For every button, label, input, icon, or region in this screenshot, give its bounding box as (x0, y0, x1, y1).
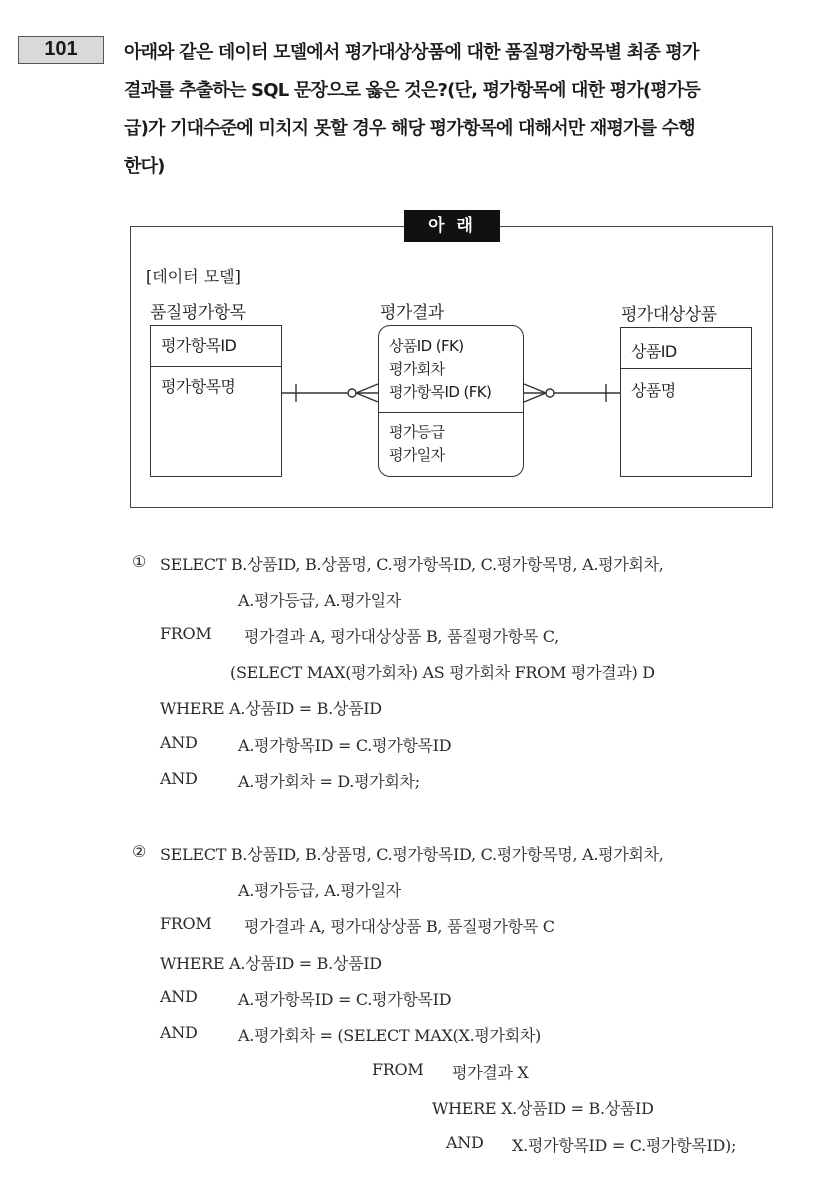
sql-line: A.평가등급, A.평가일자 (238, 591, 401, 610)
sql-line: 평가결과 X (452, 1063, 529, 1082)
sql-line: A.평가항목ID = C.평가항목ID (238, 990, 452, 1009)
sql-line: WHERE A.상품ID = B.상품ID (160, 954, 382, 973)
sql-keyword: FROM (372, 1060, 424, 1079)
crowfoot-icon (356, 393, 378, 402)
sql-line: WHERE X.상품ID = B.상품ID (432, 1099, 654, 1118)
crowfoot-icon (356, 384, 378, 393)
entity-key-attr: 상품ID (631, 342, 677, 361)
entity-key-attr: 상품ID (FK) (389, 337, 464, 355)
sql-line: A.평가회차 = D.평가회차; (238, 772, 420, 791)
option-marker: ② (132, 842, 147, 861)
sql-line: (SELECT MAX(평가회차) AS 평가회차 FROM 평가결과) D (230, 663, 655, 682)
sql-keyword: FROM (160, 914, 212, 933)
sql-line: SELECT B.상품ID, B.상품명, C.평가항목ID, C.평가항목명, A.평가회차, (160, 555, 664, 574)
entity-key-attr: 평가항목ID (161, 336, 237, 355)
box-title: 아 래 (404, 210, 500, 242)
sql-line: SELECT B.상품ID, B.상품명, C.평가항목ID, C.평가항목명, A.평가회차, (160, 845, 664, 864)
entity-name-target-product: 평가대상상품 (621, 305, 717, 325)
sql-line: WHERE A.상품ID = B.상품ID (160, 699, 382, 718)
entity-key-attr: 평가항목ID (FK) (389, 383, 492, 401)
sql-keyword: AND (160, 769, 198, 788)
entity-attr: 평가등급 (389, 423, 445, 441)
crowfoot-icon (524, 393, 546, 402)
entity-attr: 평가일자 (389, 446, 445, 464)
sql-line: 평가결과 A, 평가대상상품 B, 품질평가항목 C (244, 917, 555, 936)
optional-circle-icon (348, 389, 356, 397)
sql-line: X.평가항목ID = C.평가항목ID); (512, 1136, 737, 1155)
data-model-label: [데이터 모델] (146, 267, 241, 286)
sql-keyword: AND (160, 1023, 198, 1042)
question-number: 101 (18, 36, 104, 64)
option-marker: ① (132, 552, 147, 571)
entity-key-attr: 평가회차 (389, 360, 445, 378)
question-text-line: 아래와 같은 데이터 모델에서 평가대상상품에 대한 품질평가항목별 최종 평가 (124, 42, 699, 63)
entity-attr: 평가항목명 (161, 377, 236, 396)
sql-keyword: AND (446, 1133, 484, 1152)
sql-line: A.평가회차 = (SELECT MAX(X.평가회차) (238, 1026, 541, 1045)
question-text-line: 한다) (124, 156, 165, 177)
entity-attr: 상품명 (631, 381, 676, 400)
question-text-line: 급)가 기대수준에 미치지 못할 경우 해당 평가항목에 대해서만 재평가를 수행 (124, 118, 695, 139)
optional-circle-icon (546, 389, 554, 397)
sql-line: A.평가등급, A.평가일자 (238, 881, 401, 900)
entity-name-quality-item: 품질평가항목 (150, 303, 246, 323)
sql-keyword: AND (160, 733, 198, 752)
question-text-line: 결과를 추출하는 SQL 문장으로 옳은 것은?(단, 평가항목에 대한 평가(평가등 (124, 80, 701, 101)
sql-line: A.평가항목ID = C.평가항목ID (238, 736, 452, 755)
crowfoot-icon (524, 384, 546, 393)
sql-keyword: FROM (160, 624, 212, 643)
sql-line: 평가결과 A, 평가대상상품 B, 품질평가항목 C, (244, 627, 559, 646)
sql-keyword: AND (160, 987, 198, 1006)
entity-name-eval-result: 평가결과 (380, 303, 444, 323)
